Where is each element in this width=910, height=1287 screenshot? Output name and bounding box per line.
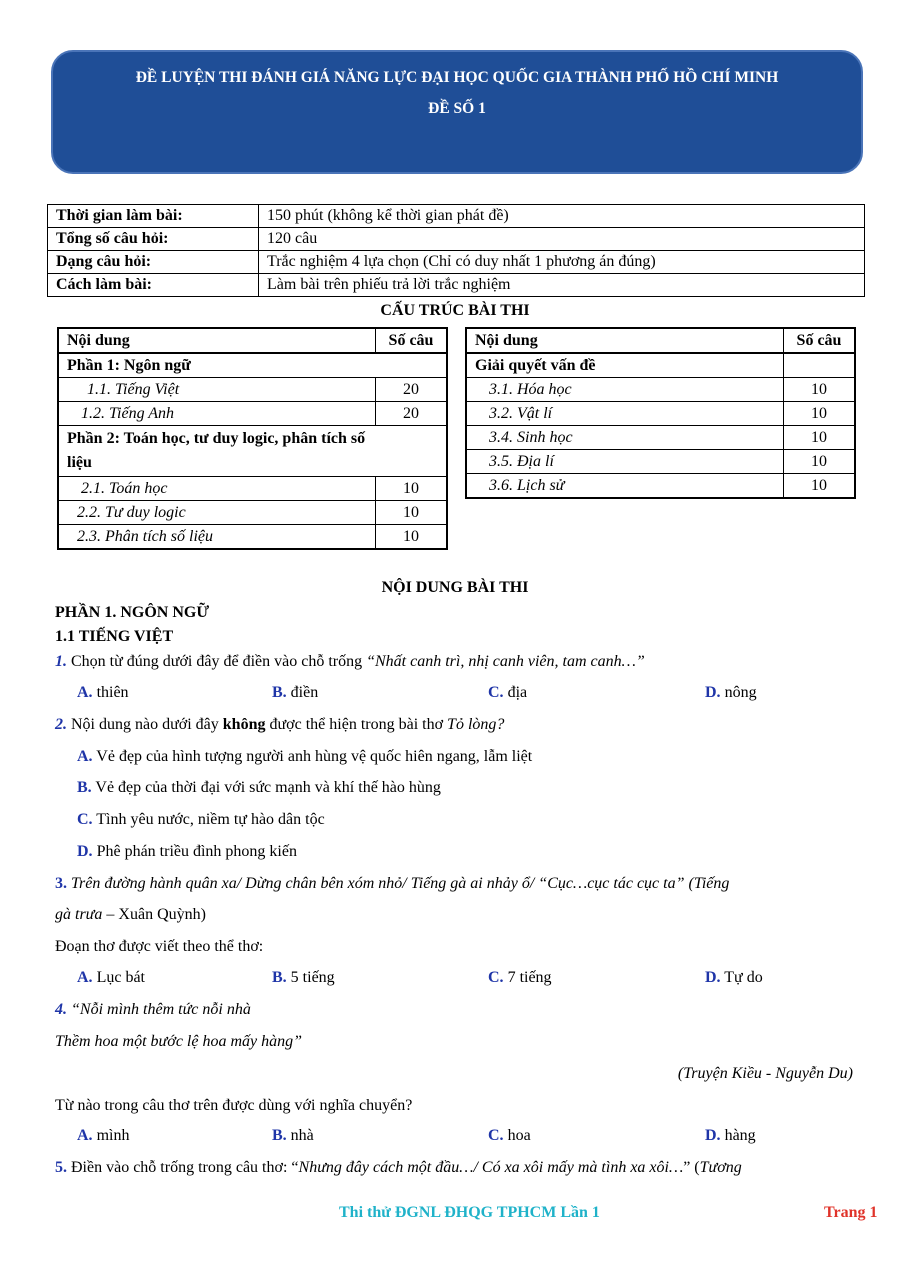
option-text: điền [290, 684, 319, 701]
option-text: nông [724, 684, 757, 701]
section-label: Phần 1: Ngôn ngữ [58, 353, 447, 378]
option-c[interactable]: C. hoa [488, 1127, 531, 1144]
table-row [58, 402, 447, 426]
option-b[interactable]: B. điền [272, 684, 319, 701]
table-row [466, 378, 855, 402]
row-name: 2.1. Toán học [58, 477, 376, 501]
info-key: Cách làm bài: [48, 274, 259, 297]
row-count: 10 [784, 450, 856, 474]
option-text: 7 tiếng [507, 969, 552, 986]
row-name: 3.2. Vật lí [466, 402, 784, 426]
question-text: ” ( [683, 1159, 700, 1176]
table-header [58, 328, 447, 353]
section-label-line1: Phần 2: Toán học, tư duy logic, phân tích số [67, 430, 366, 447]
table-row [466, 402, 855, 426]
table-row [48, 251, 865, 274]
row-name: 3.1. Hóa học [466, 378, 784, 402]
question-text: Điền vào chỗ trống trong câu thơ: “ [67, 1159, 299, 1176]
option-text: Vẻ đẹp của hình tượng người anh hùng vệ quốc hiên ngang, lẫm liệt [96, 748, 533, 765]
question-text: Chọn từ đúng dưới đây để điền vào chỗ trống [67, 653, 367, 670]
table-row [58, 525, 447, 550]
info-key: Dạng câu hỏi: [48, 251, 259, 274]
row-count: 10 [376, 477, 448, 501]
question-text: Nội dung nào dưới đây [67, 716, 223, 733]
row-count: 10 [376, 501, 448, 525]
exam-info-table [47, 204, 865, 297]
option-text: Tình yêu nước, niềm tự hào dân tộc [96, 811, 325, 828]
option-c[interactable]: C. địa [488, 684, 528, 701]
option-c[interactable]: C. 7 tiếng [488, 969, 552, 986]
option-text: Tự do [724, 969, 763, 986]
structure-table-left [57, 327, 448, 550]
table-row [58, 501, 447, 525]
table-row [48, 274, 865, 297]
row-name: 3.5. Địa lí [466, 450, 784, 474]
info-value: 150 phút (không kể thời gian phát đề) [259, 205, 865, 228]
section-label: Giải quyết vấn đề [466, 353, 784, 378]
banner-title: ĐỀ LUYỆN THI ĐÁNH GIÁ NĂNG LỰC ĐẠI HỌC QUỐC GIA THÀNH PHỐ HỒ CHÍ MINH [135, 69, 779, 86]
row-name: 3.6. Lịch sử [466, 474, 784, 499]
option-a[interactable]: A. Vẻ đẹp của hình tượng người anh hùng vệ quốc hiên ngang, lẫm liệt [77, 748, 533, 765]
table-row [58, 426, 447, 477]
question-3-prompt: Đoạn thơ được viết theo thể thơ: [55, 938, 264, 955]
footer-title: Thi thử ĐGNL ĐHQG TPHCM Lần 1 [339, 1204, 600, 1221]
option-text: mình [96, 1127, 130, 1144]
table-row [466, 353, 855, 378]
option-text: hàng [724, 1127, 756, 1144]
question-2 [55, 716, 504, 734]
row-name: 2.2. Tư duy logic [58, 501, 376, 525]
banner-subtitle: ĐỀ SỐ 1 [428, 100, 486, 117]
option-text: thiên [96, 684, 129, 701]
table-row [48, 228, 865, 251]
option-text: Vẻ đẹp của thời đại với sức mạnh và khí thế hào hùng [95, 779, 441, 796]
option-b[interactable]: B. 5 tiếng [272, 969, 335, 986]
poem-line: Thềm hoa một bước lệ hoa mấy hàng” [55, 1033, 303, 1050]
option-d[interactable]: D. Phê phán triều đình phong kiến [77, 843, 297, 860]
row-count: 10 [376, 525, 448, 550]
row-name: 3.4. Sinh học [466, 426, 784, 450]
row-count: 20 [376, 402, 448, 426]
section-label [58, 426, 447, 477]
row-count: 20 [376, 378, 448, 402]
option-a[interactable]: A. mình [77, 1127, 130, 1144]
option-a[interactable]: A. thiên [77, 684, 129, 701]
table-header [466, 328, 855, 353]
question-1 [55, 653, 645, 671]
option-text: Phê phán triều đình phong kiến [96, 843, 297, 860]
question-5 [55, 1159, 742, 1177]
question-3-line2 [55, 906, 206, 924]
header-count: Số câu [376, 328, 448, 353]
option-d[interactable]: D. hàng [705, 1127, 756, 1144]
question-number: 4. [55, 1001, 67, 1018]
option-b[interactable]: B. nhà [272, 1127, 314, 1144]
poem-source: (Truyện Kiều - Nguyễn Du) [677, 1065, 853, 1082]
question-number: 5. [55, 1159, 67, 1176]
question-3 [55, 875, 729, 893]
row-name: 1.2. Tiếng Anh [58, 402, 376, 426]
info-key: Tổng số câu hỏi: [48, 228, 259, 251]
poem-title: Tỏ lòng? [447, 716, 505, 733]
question-text: Trên đường hành quân xa/ Dừng chân bên xóm nhỏ/ Tiếng gà ai nhảy ổ/ “Cục…cục tác cục ta” (Tiếng [67, 875, 730, 892]
option-text: nhà [290, 1127, 314, 1144]
question-quote: “Nhất canh trì, nhị canh viên, tam canh…” [366, 653, 645, 670]
row-count: 10 [784, 378, 856, 402]
question-4-prompt: Từ nào trong câu thơ trên được dùng với nghĩa chuyển? [55, 1097, 413, 1114]
option-a[interactable]: A. Lục bát [77, 969, 145, 986]
option-text: hoa [507, 1127, 531, 1144]
row-name: 1.1. Tiếng Việt [58, 378, 376, 402]
row-name: 2.3. Phân tích số liệu [58, 525, 376, 550]
table-row [466, 426, 855, 450]
question-number: 3. [55, 875, 67, 892]
option-c[interactable]: C. Tình yêu nước, niềm tự hào dân tộc [77, 811, 325, 828]
structure-table-right [465, 327, 856, 499]
option-text: địa [507, 684, 528, 701]
row-count: 10 [784, 402, 856, 426]
exam-banner [51, 50, 863, 174]
subsection-heading: 1.1 TIẾNG VIỆT [55, 628, 174, 645]
table-row [58, 477, 447, 501]
row-count: 10 [784, 474, 856, 499]
option-text: Lục bát [96, 969, 145, 986]
table-row [466, 474, 855, 499]
table-row [48, 205, 865, 228]
option-d[interactable]: D. nông [705, 684, 757, 701]
option-d[interactable]: D. Tự do [705, 969, 763, 986]
table-row [466, 450, 855, 474]
option-text: 5 tiếng [290, 969, 335, 986]
info-key: Thời gian làm bài: [48, 205, 259, 228]
question-emphasis: không [222, 716, 266, 733]
question-text-tail: Tương [699, 1159, 742, 1176]
info-value: Trắc nghiệm 4 lựa chọn (Chỉ có duy nhất 1 phương án đúng) [259, 251, 865, 274]
question-number: 2. [55, 716, 67, 733]
table-row [58, 378, 447, 402]
page-number: Trang 1 [824, 1204, 878, 1221]
structure-title: CẤU TRÚC BÀI THI [380, 302, 530, 319]
header-content: Nội dung [58, 328, 376, 353]
poem-title: gà trưa [55, 906, 103, 923]
question-4 [55, 1001, 251, 1019]
table-row [58, 353, 447, 378]
info-value: Làm bài trên phiếu trả lời trắc nghiệm [259, 274, 865, 297]
row-count: 10 [784, 426, 856, 450]
question-number: 1. [55, 653, 67, 670]
question-text: – Xuân Quỳnh) [102, 906, 206, 923]
header-content: Nội dung [466, 328, 784, 353]
info-value: 120 câu [259, 228, 865, 251]
poem-line: “Nỗi mình thêm tức nỗi nhà [67, 1001, 251, 1018]
option-b[interactable]: B. Vẻ đẹp của thời đại với sức mạnh và khí thế hào hùng [77, 779, 441, 796]
part-heading: PHẦN 1. NGÔN NGỮ [55, 604, 210, 621]
content-title: NỘI DUNG BÀI THI [381, 579, 529, 596]
question-quote: Nhưng đây cách một đầu…/ Có xa xôi mấy mà tình xa xôi… [298, 1159, 684, 1176]
header-count: Số câu [784, 328, 856, 353]
section-label-line2: liệu [67, 454, 92, 471]
question-text: được thể hiện trong bài thơ [265, 716, 448, 733]
